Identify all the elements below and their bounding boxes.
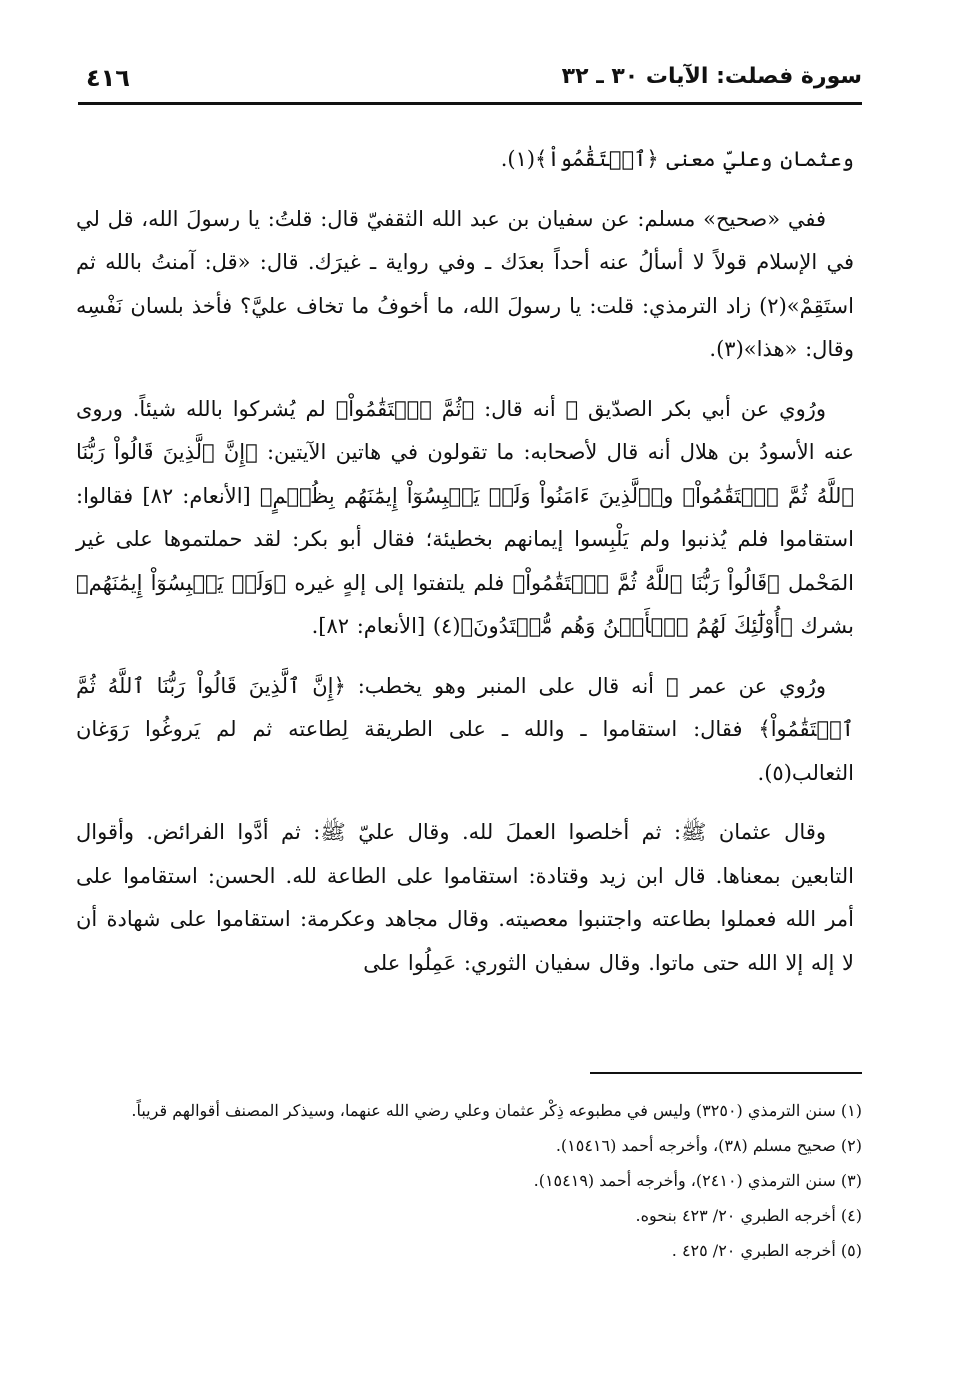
header-rule: [78, 102, 862, 105]
paragraph: وقال عثمان ﷺ: ثم أخلصوا العملَ لله. وقال عليّ ﷺ: ثم أدَّوا الفرائض. وأقوال التابعين بمعناها. قال ابن زيد وقتادة: استقاموا على الطاعة لله. الحسن: استقاموا على أمر الله فعملوا بطاعته واجتنبوا معصيته. وقال مجاهد وعكرمة: استقاموا على شهادة أن لا إله إلا الله حتى ماتوا. وقال سفيان الثوري: عَمِلُوا على: [76, 820, 854, 975]
paragraph: وعثمان وعليّ معنى ﴿ٱسۡتَقَٰمُواْ﴾(١).: [500, 147, 854, 171]
main-text: [76, 138, 854, 1001]
footnote: (١) سنن الترمذي (٣٢٥٠) وليس في مطبوعه ذِكْر عثمان وعلي رضي الله عنهما، وسيذكر المصنف أقوالهم قريباً.: [131, 1101, 862, 1120]
page-header: [78, 60, 862, 102]
page-number: ٤١٦: [86, 64, 130, 92]
footnote-separator: [590, 1072, 862, 1074]
footnote: (٥) أخرجه الطبري ٢٠/ ٤٢٥ .: [671, 1241, 862, 1260]
paragraph: ففي «صحيح» مسلم: عن سفيان بن عبد الله الثقفيّ قال: قلتُ: يا رسولَ الله، قل لي في الإسلام قولاً لا أسألُ عنه أحداً بعدَك ـ وفي رواية ـ غيرَك. قال: «قل: آمنتُ بالله ثم استَقِمْ»(٢) زاد الترمذي: قلت: يا رسولَ الله، ما أخوفُ ما تخاف عليَّ؟ فأخذ بلسان نَفْسِه وقال: «هذا»(٣).: [76, 206, 854, 361]
footnotes: [80, 1095, 862, 1270]
footnote: (٤) أخرجه الطبري ٢٠/ ٤٢٣ بنحوه.: [635, 1206, 862, 1225]
paragraph: ورُوي عن عمر ﷺ أنه قال على المنبر وهو يخطب: ﴿إِنَّ ٱلَّذِينَ قَالُواْ رَبُّنَا ٱللَّهُ ثُمَّ ٱسۡتَقَٰمُواْ﴾ فقال: استقاموا ـ والله ـ على الطريقة لِطاعته ثم لم يَروغُوا رَوَغان الثعالب(٥).: [76, 673, 854, 785]
footnote: (٣) سنن الترمذي (٢٤١٠)، وأخرجه أحمد (١٥٤١٩).: [533, 1171, 862, 1190]
paragraph: ورُوي عن أبي بكر الصدّيق ﷺ أنه قال: ﴿ثُمَّ ٱسۡتَقَٰمُواْ﴾ لم يُشركوا بالله شيئاً. وروى عنه الأسودُ بن هلال أنه قال لأصحابه: ما تقولون في هاتين الآيتين: ﴿إِنَّ ٱلَّذِينَ قَالُواْ رَبُّنَا ٱللَّهُ ثُمَّ ٱسۡتَقَٰمُواْ﴾ و﴿ٱلَّذِينَ ءَامَنُواْ وَلَمۡ يَلۡبِسُوٓاْ إِيمَٰنَهُم بِظُلۡمٍ﴾ [الأنعام: ٨٢] فقالوا: استقاموا فلم يُذنبوا ولم يَلْبِسوا إيمانهم بخطيئة؛ فقال أبو بكر: لقد حملتموها على غير المَحْمل ﴿قَالُواْ رَبُّنَا ٱللَّهُ ثُمَّ ٱسۡتَقَٰمُواْ﴾ فلم يلتفتوا إلى إلهٍ غيره ﴿وَلَمۡ يَلۡبِسُوٓاْ إِيمَٰنَهُم﴾ بشرك ﴿أُوْلَٰٓئِكَ لَهُمُ ٱلۡأَمۡنُ وَهُم مُّهۡتَدُونَ﴾(٤) [الأنعام: ٨٢].: [76, 396, 854, 638]
footnote: (٢) صحيح مسلم (٣٨)، وأخرجه أحمد (١٥٤١٦).: [555, 1136, 862, 1155]
running-title: سورة فصلت: الآيات ٣٠ ـ ٣٢: [561, 64, 862, 89]
